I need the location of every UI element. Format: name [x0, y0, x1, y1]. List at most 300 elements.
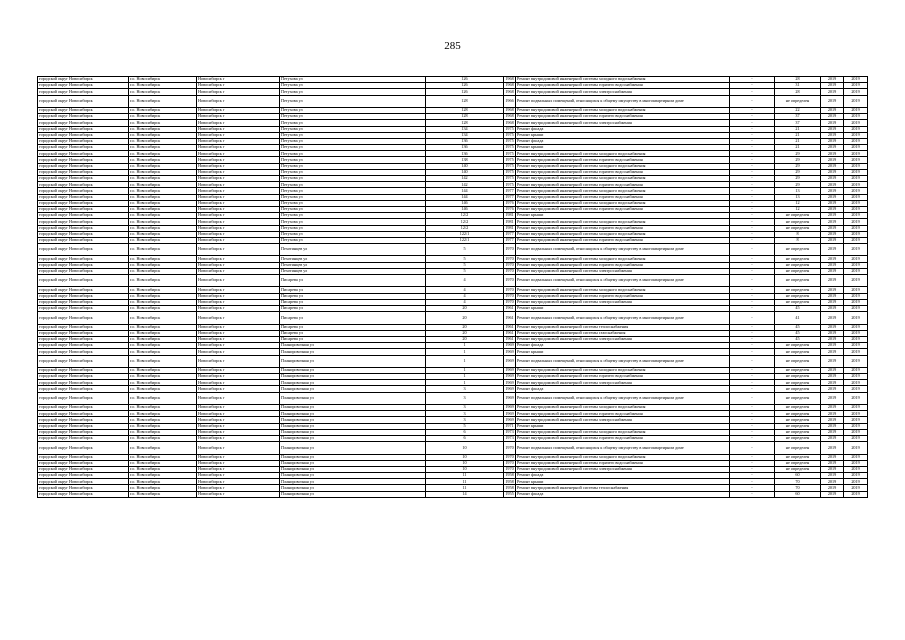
- city-cell: Новосибирск г: [197, 237, 280, 243]
- dash-cell: -: [730, 367, 775, 373]
- value-cell: 29: [775, 182, 821, 188]
- district-cell: г.о. Новосибирск: [129, 423, 197, 429]
- work-type-cell: Ремонт внутридомовой инженерной системы холодного водоснабжения: [516, 231, 730, 237]
- district-cell: г.о. Новосибирск: [129, 132, 197, 138]
- house-number-cell: 6: [426, 429, 504, 435]
- house-number-cell: 4: [426, 299, 504, 305]
- build-year-cell: 1971: [505, 423, 514, 428]
- house-number-cell: 12/2: [426, 219, 504, 225]
- year-end-cell: 2019: [844, 145, 868, 151]
- dash-cell: -: [730, 151, 775, 157]
- work-type-cell: Ремонт внутридомовой инженерной системы горячего водоснабжения: [516, 114, 730, 120]
- dash-cell: -: [730, 107, 775, 113]
- year-start-cell: 2019: [821, 479, 844, 485]
- dash-cell: -: [730, 114, 775, 120]
- dash-cell: -: [730, 479, 775, 485]
- dash-cell: -: [730, 188, 775, 194]
- city-cell: Новосибирск г: [197, 491, 280, 497]
- dash-cell: -: [730, 126, 775, 132]
- street-cell: Петухова ул: [280, 213, 426, 219]
- build-year-cell: 1975: [505, 169, 514, 175]
- municipality-cell: городской округ Новосибирск: [38, 429, 129, 435]
- street-cell: Пехотинцев ул: [280, 256, 426, 262]
- house-number-cell: 4: [426, 287, 504, 293]
- build-year-cell: 1977: [505, 237, 514, 243]
- house-number-cell: 3: [426, 417, 504, 423]
- value-cell: не определен: [775, 225, 821, 231]
- dash-cell: -: [730, 157, 775, 163]
- year-end-cell: 2019: [844, 491, 868, 497]
- year-start-cell: 2019: [821, 237, 844, 243]
- value-cell: 28: [775, 89, 821, 95]
- municipality-cell: городской округ Новосибирск: [38, 287, 129, 293]
- work-type-cell: Ремонт внутридомовой инженерной системы горячего водоснабжения: [516, 157, 730, 163]
- year-start-cell: 2019: [821, 466, 844, 472]
- district-cell: г.о. Новосибирск: [129, 77, 197, 83]
- city-cell: Новосибирск г: [197, 374, 280, 380]
- build-year-cell: 1968: [505, 119, 514, 125]
- year-start-cell: 2019: [821, 145, 844, 151]
- year-start-cell: 2019: [821, 256, 844, 262]
- build-year-cell: 1958: [505, 472, 514, 478]
- year-end-cell: 2019: [844, 411, 868, 417]
- value-cell: 21: [775, 145, 821, 151]
- year-start-cell: 2019: [821, 392, 844, 404]
- value-cell: не определен: [775, 411, 821, 417]
- year-start-cell: 2019: [821, 182, 844, 188]
- dash-cell: -: [730, 262, 775, 268]
- city-cell: Новосибирск г: [197, 386, 280, 392]
- district-cell: г.о. Новосибирск: [129, 355, 197, 367]
- year-start-cell: 2019: [821, 386, 844, 392]
- district-cell: г.о. Новосибирск: [129, 435, 197, 441]
- dash-cell: -: [730, 206, 775, 212]
- district-cell: г.о. Новосибирск: [129, 324, 197, 330]
- year-start-cell: 2019: [821, 336, 844, 342]
- year-start-cell: 2019: [821, 442, 844, 454]
- house-number-cell: 146: [426, 200, 504, 206]
- table-row: [38, 275, 868, 287]
- dash-cell: -: [730, 268, 775, 274]
- year-start-cell: 2019: [821, 305, 844, 311]
- value-cell: 28: [775, 77, 821, 83]
- dash-cell: -: [730, 299, 775, 305]
- value-cell: 29: [775, 176, 821, 182]
- work-type-cell: Ремонт внутридомовой инженерной системы холодного водоснабжения: [516, 219, 730, 225]
- district-cell: г.о. Новосибирск: [129, 231, 197, 237]
- year-start-cell: 2019: [821, 429, 844, 435]
- district-cell: г.о. Новосибирск: [129, 386, 197, 392]
- street-cell: Петухова ул: [280, 219, 426, 225]
- house-number-cell: 128: [426, 120, 504, 126]
- value-cell: 41: [775, 312, 821, 324]
- build-year-cell: 1958: [505, 484, 514, 490]
- house-number-cell: 142: [426, 176, 504, 182]
- year-start-cell: 2019: [821, 120, 844, 126]
- table-row: [38, 355, 868, 367]
- district-cell: г.о. Новосибирск: [129, 336, 197, 342]
- year-end-cell: 2019: [844, 163, 868, 169]
- year-start-cell: 2019: [821, 355, 844, 367]
- year-start-cell: 2019: [821, 411, 844, 417]
- year-start-cell: 2019: [821, 299, 844, 305]
- table-body: [38, 77, 868, 498]
- house-number-cell: 5: [426, 423, 504, 429]
- value-cell: не определен: [775, 95, 821, 107]
- value-cell: 60: [775, 473, 821, 479]
- build-year-cell: 1973: [505, 435, 514, 441]
- house-number-cell: 5: [426, 256, 504, 262]
- municipality-cell: городской округ Новосибирск: [38, 330, 129, 336]
- house-number-cell: 144: [426, 188, 504, 194]
- house-number-cell: 5: [426, 268, 504, 274]
- value-cell: 37: [775, 120, 821, 126]
- city-cell: Новосибирск г: [197, 77, 280, 83]
- street-cell: Писарева ул: [280, 324, 426, 330]
- year-end-cell: 2019: [844, 485, 868, 491]
- municipality-cell: городской округ Новосибирск: [38, 374, 129, 380]
- city-cell: Новосибирск г: [197, 454, 280, 460]
- city-cell: Новосибирск г: [197, 114, 280, 120]
- year-end-cell: 2019: [844, 138, 868, 144]
- work-type-cell: Ремонт внутридомовой инженерной системы холодного водоснабжения: [516, 200, 730, 206]
- municipality-cell: городской округ Новосибирск: [38, 83, 129, 89]
- work-type-cell: Ремонт внутридомовой инженерной системы электроснабжения: [516, 268, 730, 274]
- municipality-cell: городской округ Новосибирск: [38, 213, 129, 219]
- municipality-cell: городской округ Новосибирск: [38, 460, 129, 466]
- build-year-cell: 1981: [505, 212, 514, 218]
- year-end-cell: 2019: [844, 380, 868, 386]
- work-type-cell: Ремонт внутридомовой инженерной системы горячего водоснабжения: [516, 262, 730, 268]
- city-cell: Новосибирск г: [197, 343, 280, 349]
- build-year-cell: 1955: [505, 491, 514, 496]
- house-number-cell: 4: [426, 293, 504, 299]
- city-cell: Новосибирск г: [197, 132, 280, 138]
- city-cell: Новосибирск г: [197, 330, 280, 336]
- year-start-cell: 2019: [821, 138, 844, 144]
- dash-cell: -: [730, 466, 775, 472]
- municipality-cell: городской округ Новосибирск: [38, 349, 129, 355]
- year-start-cell: 2019: [821, 491, 844, 497]
- street-cell: Петухова ул: [280, 169, 426, 175]
- dash-cell: -: [730, 244, 775, 256]
- district-cell: г.о. Новосибирск: [129, 219, 197, 225]
- year-end-cell: 2019: [844, 77, 868, 83]
- city-cell: Новосибирск г: [197, 231, 280, 237]
- district-cell: г.о. Новосибирск: [129, 380, 197, 386]
- street-cell: Петухова ул: [280, 138, 426, 144]
- house-number-cell: 10: [426, 466, 504, 472]
- year-end-cell: 2019: [844, 405, 868, 411]
- district-cell: г.о. Новосибирск: [129, 145, 197, 151]
- work-type-cell: Ремонт крыши: [516, 423, 730, 429]
- build-year-cell: 1977: [505, 187, 514, 193]
- street-cell: Планировочная ул: [280, 460, 426, 466]
- dash-cell: -: [730, 305, 775, 311]
- district-cell: г.о. Новосибирск: [129, 473, 197, 479]
- table-row: [38, 95, 868, 107]
- house-number-cell: 10: [426, 454, 504, 460]
- house-number-cell: 126: [426, 83, 504, 89]
- city-cell: Новосибирск г: [197, 417, 280, 423]
- street-cell: Писарева ул: [280, 330, 426, 336]
- value-cell: не определен: [775, 244, 821, 256]
- municipality-cell: городской округ Новосибирск: [38, 219, 129, 225]
- municipality-cell: городской округ Новосибирск: [38, 225, 129, 231]
- street-cell: Планировочная ул: [280, 392, 426, 404]
- value-cell: не определен: [775, 367, 821, 373]
- district-cell: г.о. Новосибирск: [129, 442, 197, 454]
- year-start-cell: 2019: [821, 405, 844, 411]
- municipality-cell: городской округ Новосибирск: [38, 305, 129, 311]
- municipality-cell: городской округ Новосибирск: [38, 262, 129, 268]
- house-number-cell: 10: [426, 460, 504, 466]
- house-number-cell: 1: [426, 343, 504, 349]
- house-number-cell: 20: [426, 305, 504, 311]
- dash-cell: -: [730, 182, 775, 188]
- value-cell: 45: [775, 305, 821, 311]
- build-year-cell: 1970: [504, 442, 516, 454]
- house-number-cell: 1: [426, 380, 504, 386]
- year-start-cell: 2019: [821, 169, 844, 175]
- work-type-cell: Ремонт внутридомовой инженерной системы электроснабжения: [516, 89, 730, 95]
- work-type-cell: Ремонт внутридомовой инженерной системы горячего водоснабжения: [516, 460, 730, 466]
- year-start-cell: 2019: [821, 268, 844, 274]
- house-number-cell: 12/2: [426, 213, 504, 219]
- dash-cell: -: [730, 411, 775, 417]
- district-cell: г.о. Новосибирск: [129, 349, 197, 355]
- district-cell: г.о. Новосибирск: [129, 244, 197, 256]
- value-cell: не определен: [775, 405, 821, 411]
- city-cell: Новосибирск г: [197, 367, 280, 373]
- dash-cell: -: [730, 423, 775, 429]
- build-year-cell: 1969: [505, 342, 514, 348]
- house-number-cell: 5: [426, 244, 504, 256]
- house-number-cell: 140: [426, 163, 504, 169]
- city-cell: Новосибирск г: [197, 268, 280, 274]
- district-cell: г.о. Новосибирск: [129, 305, 197, 311]
- house-number-cell: 136: [426, 151, 504, 157]
- city-cell: Новосибирск г: [197, 83, 280, 89]
- build-year-cell: 1969: [505, 367, 514, 373]
- year-end-cell: 2019: [844, 374, 868, 380]
- value-cell: 22: [775, 107, 821, 113]
- build-year-cell: 1973: [505, 429, 514, 435]
- year-end-cell: 2019: [844, 275, 868, 287]
- house-number-cell: 140: [426, 169, 504, 175]
- year-start-cell: 2019: [821, 114, 844, 120]
- district-cell: г.о. Новосибирск: [129, 466, 197, 472]
- build-year-cell: 1975: [505, 132, 514, 137]
- year-start-cell: 2019: [821, 213, 844, 219]
- district-cell: г.о. Новосибирск: [129, 287, 197, 293]
- build-year-cell: 1970: [505, 286, 514, 292]
- year-end-cell: 2019: [844, 355, 868, 367]
- street-cell: Планировочная ул: [280, 435, 426, 441]
- year-start-cell: 2019: [821, 107, 844, 113]
- house-number-cell: 3: [426, 405, 504, 411]
- build-year-cell: 1969: [505, 385, 514, 391]
- city-cell: Новосибирск г: [197, 293, 280, 299]
- dash-cell: -: [730, 163, 775, 169]
- dash-cell: -: [730, 145, 775, 151]
- work-type-cell: Ремонт внутридомовой инженерной системы горячего водоснабжения: [516, 83, 730, 89]
- build-year-cell: 1975: [505, 150, 514, 156]
- value-cell: не определен: [775, 287, 821, 293]
- dash-cell: -: [730, 392, 775, 404]
- year-end-cell: 2019: [844, 151, 868, 157]
- street-cell: Петухова ул: [280, 225, 426, 231]
- year-end-cell: 2019: [844, 83, 868, 89]
- street-cell: Пехотинцев ул: [280, 268, 426, 274]
- year-end-cell: 2019: [844, 262, 868, 268]
- house-number-cell: 136: [426, 145, 504, 151]
- city-cell: Новосибирск г: [197, 176, 280, 182]
- year-end-cell: 2019: [844, 268, 868, 274]
- work-type-cell: Ремонт фасада: [516, 138, 730, 144]
- year-start-cell: 2019: [821, 132, 844, 138]
- work-type-cell: Ремонт внутридомовой инженерной системы теплоснабжения: [516, 485, 730, 491]
- build-year-cell: 1975: [505, 163, 514, 168]
- year-start-cell: 2019: [821, 83, 844, 89]
- municipality-cell: городской округ Новосибирск: [38, 473, 129, 479]
- municipality-cell: городской округ Новосибирск: [38, 275, 129, 287]
- street-cell: Петухова ул: [280, 77, 426, 83]
- build-year-cell: 1977: [505, 231, 514, 236]
- work-type-cell: Ремонт внутридомовой инженерной системы холодного водоснабжения: [516, 163, 730, 169]
- city-cell: Новосибирск г: [197, 299, 280, 305]
- year-end-cell: 2019: [844, 206, 868, 212]
- municipality-cell: городской округ Новосибирск: [38, 293, 129, 299]
- district-cell: г.о. Новосибирск: [129, 237, 197, 243]
- year-end-cell: 2019: [844, 219, 868, 225]
- year-end-cell: 2019: [844, 293, 868, 299]
- work-type-cell: Ремонт внутридомовой инженерной системы холодного водоснабжения: [516, 256, 730, 262]
- municipality-cell: городской округ Новосибирск: [38, 231, 129, 237]
- work-type-cell: Ремонт подвальных помещений, относящихся к общему имуществу в многоквартирном доме: [516, 355, 730, 367]
- district-cell: г.о. Новосибирск: [129, 268, 197, 274]
- build-year-cell: 1981: [505, 218, 514, 224]
- street-cell: Планировочная ул: [280, 491, 426, 497]
- build-year-cell: 1961: [505, 305, 514, 311]
- street-cell: Планировочная ул: [280, 479, 426, 485]
- dash-cell: -: [730, 491, 775, 497]
- value-cell: не определен: [775, 417, 821, 423]
- build-year-cell: 1970: [505, 293, 514, 298]
- district-cell: г.о. Новосибирск: [129, 206, 197, 212]
- city-cell: Новосибирск г: [197, 324, 280, 330]
- dash-cell: -: [730, 231, 775, 237]
- district-cell: г.о. Новосибирск: [129, 213, 197, 219]
- dash-cell: -: [730, 237, 775, 243]
- year-end-cell: 2019: [844, 299, 868, 305]
- city-cell: Новосибирск г: [197, 305, 280, 311]
- street-cell: Планировочная ул: [280, 442, 426, 454]
- value-cell: 37: [775, 114, 821, 120]
- house-number-cell: 1: [426, 355, 504, 367]
- dash-cell: -: [730, 176, 775, 182]
- year-end-cell: 2019: [844, 225, 868, 231]
- district-cell: г.о. Новосибирск: [129, 157, 197, 163]
- street-cell: Планировочная ул: [280, 380, 426, 386]
- work-type-cell: Ремонт внутридомовой инженерной системы горячего водоснабжения: [516, 225, 730, 231]
- value-cell: не определен: [775, 423, 821, 429]
- municipality-cell: городской округ Новосибирск: [38, 367, 129, 373]
- build-year-cell: 1961: [505, 324, 514, 329]
- district-cell: г.о. Новосибирск: [129, 89, 197, 95]
- year-end-cell: 2019: [844, 466, 868, 472]
- municipality-cell: городской округ Новосибирск: [38, 163, 129, 169]
- house-number-cell: 11: [426, 479, 504, 485]
- work-type-cell: Ремонт фасада: [516, 491, 730, 497]
- dash-cell: -: [730, 83, 775, 89]
- value-cell: не определен: [775, 219, 821, 225]
- house-number-cell: 122/1: [426, 237, 504, 243]
- house-number-cell: 1: [426, 349, 504, 355]
- house-number-cell: 1: [426, 367, 504, 373]
- build-year-cell: 1969: [505, 379, 514, 385]
- house-number-cell: 136: [426, 138, 504, 144]
- year-end-cell: 2019: [844, 429, 868, 435]
- build-year-cell: 1961: [505, 336, 514, 342]
- municipality-cell: городской округ Новосибирск: [38, 355, 129, 367]
- work-type-cell: Ремонт внутридомовой инженерной системы холодного водоснабжения: [516, 429, 730, 435]
- year-start-cell: 2019: [821, 176, 844, 182]
- city-cell: Новосибирск г: [197, 200, 280, 206]
- year-end-cell: 2019: [844, 176, 868, 182]
- street-cell: Петухова ул: [280, 163, 426, 169]
- district-cell: г.о. Новосибирск: [129, 343, 197, 349]
- build-year-cell: 1968: [505, 88, 514, 94]
- house-number-cell: 4: [426, 275, 504, 287]
- dash-cell: -: [730, 275, 775, 287]
- work-type-cell: Ремонт внутридомовой инженерной системы горячего водоснабжения: [516, 194, 730, 200]
- district-cell: г.о. Новосибирск: [129, 312, 197, 324]
- year-start-cell: 2019: [821, 417, 844, 423]
- work-type-cell: Ремонт внутридомовой инженерной системы холодного водоснабжения: [516, 454, 730, 460]
- work-type-cell: Ремонт подвальных помещений, относящихся к общему имуществу в многоквартирном доме: [516, 244, 730, 256]
- year-start-cell: 2019: [821, 200, 844, 206]
- table-row: [38, 244, 868, 256]
- value-cell: не определен: [775, 293, 821, 299]
- municipality-cell: городской округ Новосибирск: [38, 126, 129, 132]
- municipality-cell: городской округ Новосибирск: [38, 423, 129, 429]
- city-cell: Новосибирск г: [197, 244, 280, 256]
- city-cell: Новосибирск г: [197, 429, 280, 435]
- work-type-cell: Ремонт крыши: [516, 349, 730, 355]
- build-year-cell: 1975: [505, 156, 514, 162]
- city-cell: Новосибирск г: [197, 213, 280, 219]
- value-cell: 29: [775, 157, 821, 163]
- municipality-cell: городской округ Новосибирск: [38, 336, 129, 342]
- year-start-cell: 2019: [821, 244, 844, 256]
- year-start-cell: 2019: [821, 126, 844, 132]
- build-year-cell: 1961: [504, 312, 516, 324]
- municipality-cell: городской округ Новосибирск: [38, 411, 129, 417]
- city-cell: Новосибирск г: [197, 336, 280, 342]
- year-end-cell: 2019: [844, 305, 868, 311]
- street-cell: Петухова ул: [280, 83, 426, 89]
- street-cell: Планировочная ул: [280, 473, 426, 479]
- municipality-cell: городской округ Новосибирск: [38, 380, 129, 386]
- year-end-cell: 2019: [844, 386, 868, 392]
- year-start-cell: 2019: [821, 293, 844, 299]
- year-end-cell: 2019: [844, 312, 868, 324]
- year-start-cell: 2019: [821, 163, 844, 169]
- dash-cell: -: [730, 138, 775, 144]
- build-year-cell: 1970: [505, 454, 514, 459]
- city-cell: Новосибирск г: [197, 485, 280, 491]
